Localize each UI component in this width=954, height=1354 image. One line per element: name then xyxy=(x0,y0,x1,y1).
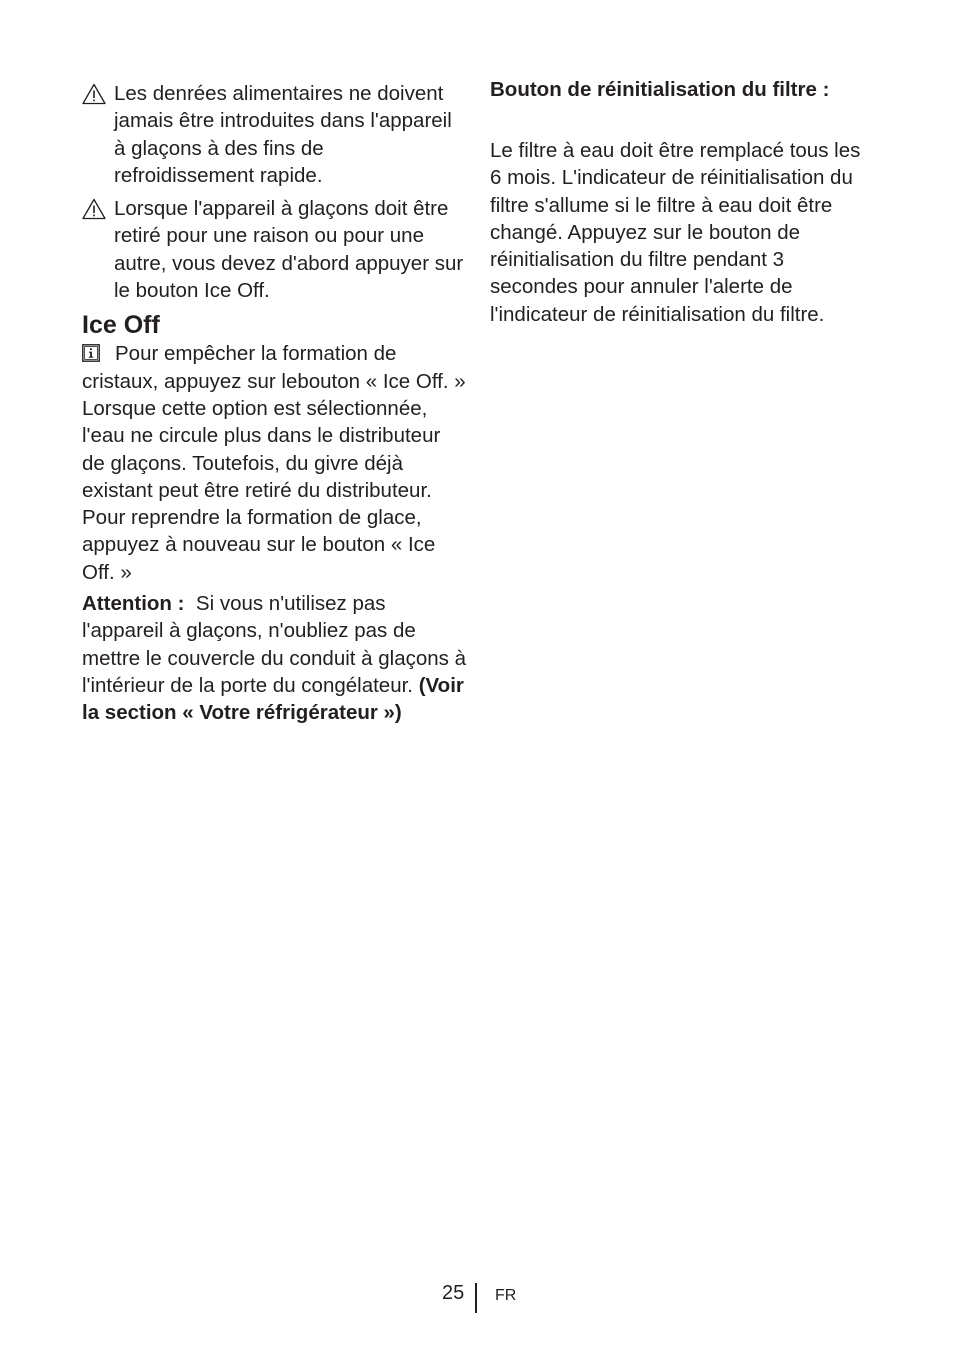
attention-label: Attention : xyxy=(82,592,185,616)
warning-note-2 xyxy=(82,195,467,304)
warning-text-2: Lorsque l'appareil à glaçons doit être retiré pour une raison ou pour une autre, vous devez d'abord appuyer sur le bouton Ice Off. xyxy=(114,197,464,303)
language-code: FR xyxy=(495,1287,517,1304)
filter-reset-heading: Bouton de réinitialisation du filtre : xyxy=(490,78,830,101)
section-heading-ice-off: Ice Off xyxy=(82,311,160,340)
info-note xyxy=(82,340,467,586)
info-text: Pour empêcher la formation de cristaux, appuyez sur lebouton « Ice Off. » Lorsque cette option est sélectionnée, l'eau ne circule plus dans le distributeur de glaçons. Toutefois, du givre déjà existant peut être retiré du distributeur. Pour reprendre la formation de glace, appuyez à nouveau sur le bouton « Ice Off. » xyxy=(82,342,466,584)
attention-text: Si vous n'utilisez pas l'appareil à glaçons, n'oubliez pas de mettre le couvercle du conduit à glaçons à l'intérieur de la porte du congélateur. xyxy=(82,592,467,697)
info-icon xyxy=(82,344,100,362)
warning-text-1: Les denrées alimentaires ne doivent jamais être introduites dans l'appareil à glaçons à des fins de refroidissement rapide. xyxy=(114,82,452,187)
section-reference: (Voir la section « Votre réfrigérateur ») xyxy=(82,673,464,725)
page-number: 25 xyxy=(442,1282,465,1304)
right-column xyxy=(490,76,875,328)
attention-note xyxy=(82,590,467,726)
left-column xyxy=(82,80,467,727)
warning-triangle-icon xyxy=(82,198,106,220)
filter-reset-body: Le filtre à eau doit être remplacé tous les 6 mois. L'indicateur de réinitialisation du filtre s'allume si le filtre à eau doit être changé. Appuyez sur le bouton de réinitialisation du filtre pendant 3 secondes pour annuler l'alerte de l'indicateur de réinitialisation du filtre. xyxy=(490,139,861,326)
footer-divider xyxy=(475,1283,477,1313)
warning-triangle-icon xyxy=(82,83,106,105)
warning-note-1 xyxy=(82,80,467,189)
